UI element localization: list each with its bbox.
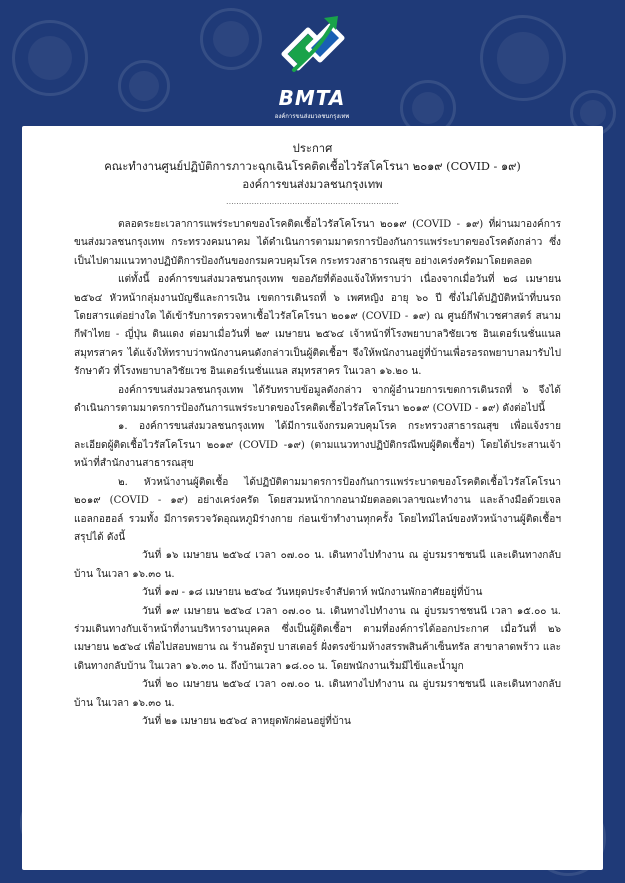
bmta-logo <box>262 8 362 120</box>
organization-name: องค์การขนส่งมวลชนกรุงเทพ <box>242 178 383 191</box>
virus-icon <box>12 20 88 96</box>
committee-title: คณะทำงานศูนย์ปฏิบัติการภาวะฉุกเฉินโรคติดเชื้อไวรัสโคโรนา ๒๐๑๙ (COVID - ๑๙) <box>104 160 521 173</box>
logo-title: BMTA <box>278 86 346 110</box>
bmta-emblem-icon <box>278 8 346 86</box>
logo-subtitle: องค์การขนส่งมวลชนกรุงเทพ <box>274 113 350 120</box>
announcement-label: ประกาศ <box>292 142 333 155</box>
paragraph: ๑. องค์การขนส่งมวลชนกรุงเทพ ได้มีการแจ้งกรมควบคุมโรค กระทรวงสาธารณสุข เพื่อแจ้งรายละเอียดผู้ติดเชื้อไวรัสโคโรนา ๒๐๑๙ (COVID -๑๙) (ตามแนวทางปฏิบัติกรณีพบผู้ติดเชื้อฯ) โดยได้ประสานเจ้าหน้าที่สำนักงานสาธารณสุข <box>74 421 561 470</box>
virus-icon <box>200 8 262 70</box>
title-separator: .................................................................... <box>226 197 399 206</box>
paragraph: ตลอดระยะเวลาการแพร่ระบาดของโรคติดเชื้อไวรัสโคโรนา ๒๐๑๙ (COVID - ๑๙) ที่ผ่านมาองค์การขนส่งมวลชนกรุงเทพ กระทรวงคมนาคม ได้ดำเนินการตามมาตรการป้องกันการแพร่ระบาดของโรคดังกล่าว ซึ่งเป็นไปตามแนวทางปฏิบัติการป้องกันของกรมควบคุมโรค กระทรวงสาธารณสุข อย่างเคร่งครัดมาโดยตลอด <box>74 219 561 267</box>
announcement-body <box>22 216 603 731</box>
paragraph: ๒. หัวหน้างานผู้ติดเชื้อ ได้ปฏิบัติตามมาตรการป้องกันการแพร่ระบาดของโรคติดเชื้อไวรัสโคโรนา ๒๐๑๙ (COVID - ๑๙) อย่างเคร่งครัด โดยสวมหน้ากากอนามัยตลอดเวลาขณะทำงาน และล้างมือด้วยเจลแอลกอฮอล์ รวมทั้ง มีการตรวจวัดอุณหภูมิร่างกาย ก่อนเข้าทำงานทุกครั้ง โดยไทม์ไลน์ของหัวหน้างานผู้ติดเชื้อฯ สรุปได้ ดังนี้ <box>74 476 561 543</box>
virus-icon <box>118 60 170 112</box>
paragraph: องค์การขนส่งมวลชนกรุงเทพ ได้รับทราบข้อมูลดังกล่าว จากผู้อำนวยการเขตการเดินรถที่ ๖ จึงได้ดำเนินการตามมาตรการป้องกันการแพร่ระบาดของโรคติดเชื้อไวรัสโคโรนา ๒๐๑๙ (COVID - ๑๙) ดังต่อไปนี้ <box>74 384 561 415</box>
announcement-paper <box>22 126 603 870</box>
timeline-entry: วันที่ ๒๐ เมษายน ๒๕๖๔ เวลา ๐๗.๐๐ น. เดินทางไปทำงาน ณ อู่บรมราชชนนี และเดินทางกลับบ้าน ในเวลา ๑๖.๓๐ น. <box>74 679 561 709</box>
paragraph: แต่ทั้งนี้ องค์การขนส่งมวลชนกรุงเทพ ขออภัยที่ต้องแจ้งให้ทราบว่า เนื่องจากเมื่อวันที่ ๒๘ เมษายน ๒๕๖๔ หัวหน้ากลุ่มงานบัญชีและการเงิน เขตการเดินรถที่ ๖ เพศหญิง อายุ ๖๐ ปี ซึ่งไม่ได้ปฏิบัติหน้าที่บนรถโดยสารแต่อย่างใด ได้เข้ารับการตรวจหาเชื้อไวรัสโคโรนา ๒๐๑๙ (COVID - ๑๙) ณ ศูนย์กีฬาเวชศาสตร์ สนามกีฬาไทย - ญี่ปุ่น ดินแดง ต่อมาเมื่อวันที่ ๒๙ เมษายน ๒๕๖๔ เจ้าหน้าที่โรงพยาบาลวิชัยเวช อินเตอร์เนชั่นแนล สมุทรสาคร ได้แจ้งให้ทราบว่าพนักงานคนดังกล่าวเป็นผู้ติดเชื้อฯ จึงให้พนักงานอยู่ที่บ้านเพื่อรอรถพยาบาลมารับไปรักษาตัว ที่โรงพยาบาลวิชัยเวช อินเตอร์เนชั่นแนล สมุทรสาคร ในเวลา ๑๖.๒๐ น. <box>74 274 561 378</box>
timeline-entry: วันที่ ๒๑ เมษายน ๒๕๖๔ ลาหยุดพักผ่อนอยู่ที่บ้าน <box>142 715 351 727</box>
timeline-entry: วันที่ ๑๙ เมษายน ๒๕๖๔ เวลา ๐๗.๐๐ น. เดินทางไปทำงาน ณ อู่บรมราชชนนี เวลา ๑๕.๐๐ น. ร่วมเดินทางกับเจ้าหน้าที่งานบริหารงานบุคคล ซึ่งเป็นผู้ติดเชื้อฯ ตามที่องค์การได้ออกประกาศ เมื่อวันที่ ๒๖ เมษายน ๒๕๖๔ เพื่อไปสอบพยาน ณ ร้านอัดรูป บาสเตอร์ ฝั่งตรงข้ามห้างสรรพสินค้าเซ็นทรัล สาขาลาดพร้าว และเดินทางกลับบ้าน ในเวลา ๑๖.๓๐ น. ถึงบ้านเวลา ๑๘.๐๐ น. โดยพนักงานเริ่มมีไข้และน้ำมูก <box>74 605 561 672</box>
timeline-entry: วันที่ ๑๖ เมษายน ๒๕๖๔ เวลา ๐๗.๐๐ น. เดินทางไปทำงาน ณ อู่บรมราชชนนี และเดินทางกลับบ้าน ในเวลา ๑๖.๓๐ น. <box>74 550 561 580</box>
virus-icon <box>480 15 566 101</box>
timeline-entry: วันที่ ๑๗ - ๑๘ เมษายน ๒๕๖๔ วันหยุดประจำสัปดาห์ พนักงานพักอาศัยอยู่ที่บ้าน <box>142 587 483 599</box>
